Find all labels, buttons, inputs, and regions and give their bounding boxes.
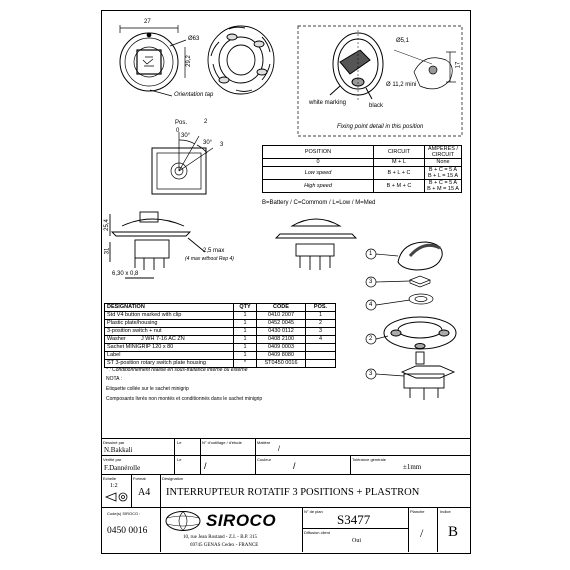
indice-label: Indice bbox=[440, 509, 451, 514]
slash-3: / bbox=[293, 461, 296, 471]
callout-3a: 3 bbox=[369, 279, 373, 285]
dim-dia-63: Ø63 bbox=[188, 36, 200, 42]
planche-label: Planche bbox=[410, 509, 425, 514]
dim-dia-5-1: Ø5,1 bbox=[396, 38, 410, 44]
designation-label: Désignation bbox=[162, 476, 184, 481]
callout-2: 2 bbox=[369, 336, 373, 342]
parts-table bbox=[104, 303, 336, 368]
table-cell: Washer J WH 7-16 AC ZN bbox=[105, 336, 234, 344]
diffusion-label: Diffusion client bbox=[304, 530, 330, 535]
globe-logo-icon bbox=[164, 510, 202, 532]
note-label: NOTA : bbox=[106, 376, 123, 382]
table-row bbox=[263, 180, 462, 193]
parts-table-header bbox=[105, 304, 336, 312]
table-row bbox=[105, 352, 336, 360]
outillage-label: N° d'outillage / d'étude bbox=[202, 440, 242, 445]
header-amperes: AMPERES / CIRCUIT bbox=[425, 146, 462, 159]
code-siroco-label: Code(s) SIROCO : bbox=[107, 511, 141, 516]
table-cell: 1 bbox=[234, 328, 257, 336]
table-cell: 0430 0112 bbox=[257, 328, 306, 336]
angle-30-b: 30° bbox=[203, 140, 213, 146]
table-row bbox=[263, 159, 462, 167]
table-cell: 0 bbox=[263, 159, 374, 167]
table-cell: M + L bbox=[374, 159, 425, 167]
table-cell: 0409 8080 bbox=[257, 352, 306, 360]
le-label-1: Le bbox=[177, 440, 182, 445]
table-cell: 1 bbox=[234, 352, 257, 360]
fixing-point-caption: Fixing point detail in this position bbox=[337, 124, 424, 130]
table-row bbox=[105, 344, 336, 352]
table-cell: None bbox=[425, 159, 462, 167]
dim-31: 31 bbox=[104, 247, 111, 255]
table-cell: 0408 2100 bbox=[257, 336, 306, 344]
couleur-label: Couleur bbox=[257, 457, 272, 462]
table-cell bbox=[306, 352, 336, 360]
circuit-legend: B=Battery / C=Commom / L=Low / M=Med bbox=[262, 200, 376, 206]
table-cell: Plastic plate/housing bbox=[105, 320, 234, 328]
exploded-nut bbox=[410, 276, 430, 287]
address-line-2: 69745 GENAS Cedex - FRANCE bbox=[190, 543, 259, 548]
table-cell: * bbox=[234, 360, 257, 368]
table-cell bbox=[425, 180, 462, 193]
title-block-vline bbox=[160, 507, 161, 552]
brand-logo: SIROCO bbox=[206, 511, 277, 530]
table-row bbox=[105, 312, 336, 320]
dim-dia-11-2: Ø 11,2 mini bbox=[386, 82, 417, 88]
note-etiquette: Etiquette collée sur le sachet minigrip bbox=[106, 386, 189, 392]
projection-symbol-icon bbox=[105, 491, 129, 503]
title-block-line bbox=[101, 474, 470, 475]
amp-line: B + L = 15 A bbox=[427, 173, 459, 179]
exploded-plate bbox=[384, 317, 456, 349]
front-view-drawing bbox=[120, 25, 186, 96]
echelle-label: Echelle bbox=[103, 476, 117, 481]
title-block-vline bbox=[302, 507, 303, 552]
dim-tab: 6,30 x 0,8 bbox=[112, 271, 139, 277]
table-cell: 0410 2007 bbox=[257, 312, 306, 320]
exploded-knob bbox=[398, 242, 442, 270]
detail-frame bbox=[298, 26, 462, 136]
dim-2-5-max: 2,5 max bbox=[203, 248, 225, 254]
table-cell: 0452 0045 bbox=[257, 320, 306, 328]
table-cell bbox=[306, 360, 336, 368]
dim-25-4: 25,4 bbox=[103, 219, 110, 231]
table-cell bbox=[425, 167, 462, 180]
plan-label: N° de plan bbox=[304, 509, 323, 514]
drawing-title: INTERRUPTEUR ROTATIF 3 POSITIONS + PLASTRON bbox=[166, 487, 420, 498]
table-cell: 3 bbox=[306, 328, 336, 336]
black-label: black bbox=[369, 103, 384, 109]
header-pos: POS. bbox=[306, 304, 336, 312]
detail-knob-drawing bbox=[330, 30, 383, 100]
amp-line: B + M = 15 A bbox=[427, 186, 459, 192]
pos-2-label: 2 bbox=[204, 119, 208, 125]
exploded-switch bbox=[402, 352, 454, 400]
plate-view-drawing bbox=[208, 26, 274, 94]
matiere-label: Matière bbox=[257, 440, 271, 445]
pos-3-label: 3 bbox=[220, 142, 224, 148]
table-row bbox=[263, 167, 462, 180]
table-cell: Low speed bbox=[263, 167, 374, 180]
callout-3b: 3 bbox=[369, 371, 373, 377]
header-code: CODE bbox=[257, 304, 306, 312]
table-cell: High speed bbox=[263, 180, 374, 193]
angle-30-a: 30° bbox=[181, 133, 191, 139]
plan-number: S3477 bbox=[337, 512, 371, 527]
table-cell: ST0450 0016 bbox=[257, 360, 306, 368]
amp-line: B + C = 5 A bbox=[428, 167, 458, 173]
callout-1: 1 bbox=[369, 251, 373, 257]
format-value: A4 bbox=[138, 487, 151, 498]
table-cell: 1 bbox=[234, 336, 257, 344]
table-cell: Label bbox=[105, 352, 234, 360]
tolerance-value: ±1mm bbox=[403, 463, 422, 471]
table-cell bbox=[306, 344, 336, 352]
table-row bbox=[105, 336, 336, 344]
slash-1: / bbox=[278, 446, 280, 453]
table-cell: 1 bbox=[234, 320, 257, 328]
dim-17: 17 bbox=[455, 61, 462, 69]
table-row bbox=[105, 328, 336, 336]
slash-2: / bbox=[204, 461, 207, 471]
table-cell: 3-position switch + nut bbox=[105, 328, 234, 336]
address-line-1: 10, rue Jean Rostand - Z.I. - B.P. 315 bbox=[183, 535, 258, 540]
side-view-drawing bbox=[110, 212, 205, 278]
header-position: POSITION bbox=[263, 146, 374, 159]
table-cell: ST 3-position rotary switch plate housing bbox=[105, 360, 234, 368]
format-label: Format bbox=[133, 476, 146, 481]
header-circuit: CIRCUIT bbox=[374, 146, 425, 159]
header-qty: QTY bbox=[234, 304, 257, 312]
header-designation: DESIGNATION bbox=[105, 304, 234, 312]
table-cell: 2 bbox=[306, 320, 336, 328]
pos-0-label: 0 bbox=[176, 128, 180, 134]
circuit-table bbox=[262, 145, 462, 193]
callout-circles bbox=[366, 249, 410, 379]
table-cell: 0409 0003 bbox=[257, 344, 306, 352]
section-view-drawing bbox=[276, 219, 356, 270]
table-cell: 1 bbox=[234, 344, 257, 352]
table-cell: Sachet MINIGRIP 120 x 80 bbox=[105, 344, 234, 352]
exploded-washer bbox=[409, 294, 433, 304]
dessine-par-label: Dessiné par bbox=[103, 440, 125, 445]
title-block-vline bbox=[174, 438, 175, 474]
dim-29-2: 29,2 bbox=[185, 55, 192, 67]
title-block-line bbox=[101, 507, 470, 508]
table-cell: 1 bbox=[306, 312, 336, 320]
planche-value: / bbox=[420, 526, 424, 540]
table-cell: B + M + C bbox=[374, 180, 425, 193]
drawer-name: N.Bakkali bbox=[104, 446, 133, 454]
scale-value: 1:2 bbox=[110, 483, 118, 489]
table-row bbox=[105, 320, 336, 328]
note-conditionnement: * : Conditionnement réalisé en sous-traitance interne ou externe bbox=[106, 367, 248, 373]
title-block-vline bbox=[200, 438, 201, 474]
dim-27: 27 bbox=[144, 19, 151, 25]
title-block-vline bbox=[437, 507, 438, 552]
title-block-vline bbox=[350, 455, 351, 474]
title-block-line bbox=[302, 528, 408, 529]
dim-max-note: (4 max without Rep 4) bbox=[185, 256, 234, 262]
pos-label: Pos. bbox=[175, 120, 188, 126]
diffusion-value: Oui bbox=[352, 538, 361, 544]
amp-line: B + C = 5 A bbox=[428, 180, 458, 186]
title-block-line bbox=[101, 455, 470, 456]
title-block-top-line bbox=[101, 438, 470, 439]
title-block-vline bbox=[408, 507, 409, 552]
title-block-vline bbox=[131, 474, 132, 507]
callout-4: 4 bbox=[369, 302, 373, 308]
indice-value: B bbox=[448, 524, 459, 540]
title-block-vline bbox=[160, 474, 161, 507]
circuit-table-header bbox=[263, 146, 462, 159]
verifie-par-label: Vérifié par bbox=[103, 457, 122, 462]
title-block-vline bbox=[255, 438, 256, 474]
le-label-2: Le bbox=[177, 457, 182, 462]
note-composants: Composants livrés non montés et conditionnés dans le sachet minigrip bbox=[106, 396, 263, 402]
tolerance-label: Tolérance générale bbox=[352, 457, 387, 462]
code-value: 0450 0016 bbox=[107, 526, 148, 536]
table-cell: Std V4 button marked with clip bbox=[105, 312, 234, 320]
table-cell: B + L + C bbox=[374, 167, 425, 180]
orientation-tap-label: Orientation tap bbox=[174, 92, 214, 98]
checker-name: F.Dannérolle bbox=[104, 464, 141, 472]
white-marking-label: white marking bbox=[309, 100, 347, 106]
table-cell: 4 bbox=[306, 336, 336, 344]
table-cell: 1 bbox=[234, 312, 257, 320]
